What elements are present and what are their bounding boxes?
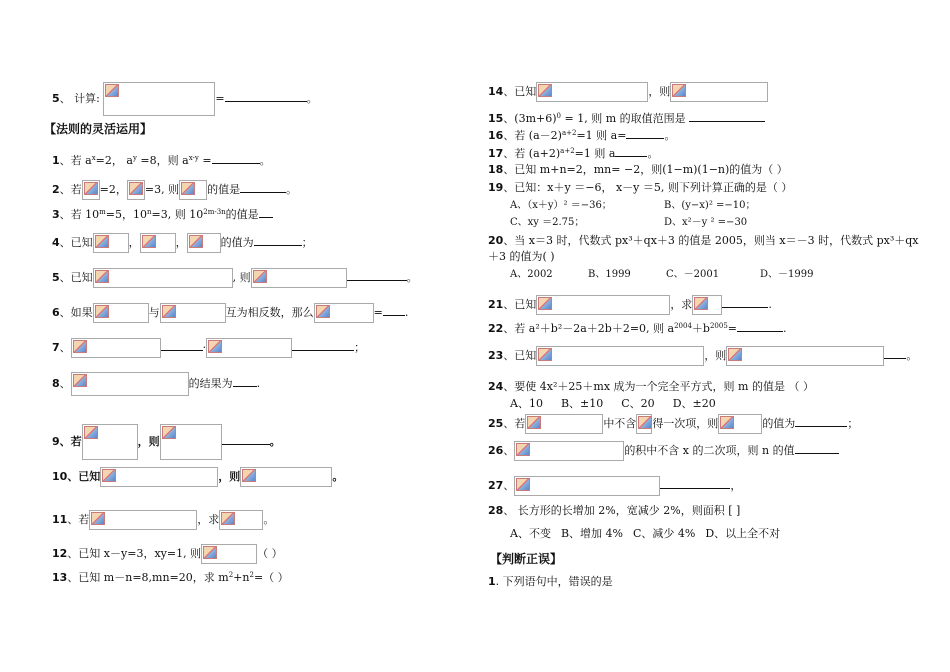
broken-image-icon <box>242 469 256 482</box>
answer-blank[interactable] <box>254 235 302 246</box>
question-5b: 5、已知 , 则 。 <box>52 268 418 288</box>
broken-image-icon <box>694 297 708 310</box>
broken-image-icon <box>316 305 330 318</box>
broken-image-icon <box>84 426 98 439</box>
formula-image <box>536 346 704 366</box>
formula-image <box>82 424 138 460</box>
question-1: 1、若 $a^x=2$， $a^y =8$，则 $a^{x-y}$ = 。 <box>52 154 271 167</box>
formula-image <box>314 303 374 323</box>
question-17: 17、若 $(a+2)^{a+2}=1$ 则 a 。 <box>488 147 659 160</box>
broken-image-icon <box>95 235 109 248</box>
broken-image-icon <box>208 340 222 353</box>
question-22: 22、若 a²＋b²－2a＋2b＋2=0, 则 $a^{2004}+b^{2005}=$ . <box>488 322 787 335</box>
question-19-options-row1: A、（x＋y）² ＝−36； B、(y−x)² =−10； <box>510 200 756 211</box>
answer-blank[interactable] <box>347 270 407 281</box>
question-7: 7、 · ； <box>52 338 365 358</box>
answer-blank[interactable] <box>615 146 647 157</box>
question-19-options-row2: C、xy ＝2.75； D、x²－y ² =−30 <box>510 217 748 228</box>
formula-image <box>525 414 603 434</box>
broken-image-icon <box>538 348 552 361</box>
broken-image-icon <box>73 340 87 353</box>
formula-image <box>100 467 218 487</box>
answer-blank[interactable] <box>737 321 783 332</box>
broken-image-icon <box>105 84 119 97</box>
formula-image <box>103 82 215 116</box>
answer-blank[interactable] <box>689 111 765 122</box>
formula-image <box>140 233 176 253</box>
broken-image-icon <box>102 469 116 482</box>
formula-image <box>251 268 347 288</box>
section-heading-judge: 【判断正误】 <box>490 552 563 566</box>
broken-image-icon <box>672 84 686 97</box>
answer-blank[interactable] <box>722 297 768 308</box>
formula-image <box>93 303 149 323</box>
formula-image <box>201 544 257 564</box>
broken-image-icon <box>162 305 176 318</box>
question-27: 27、 ， <box>488 476 741 496</box>
answer-blank[interactable] <box>212 153 260 164</box>
broken-image-icon <box>129 182 143 195</box>
question-21: 21、已知 ，求 . <box>488 295 772 315</box>
formula-image <box>670 82 768 102</box>
section-heading-rules: 【法则的灵活运用】 <box>44 122 153 136</box>
question-28: 28、 长方形的长增加 2%，宽减少 2%，则面积 [ ] <box>488 504 741 517</box>
formula-image <box>718 414 762 434</box>
question-20-line2: ＋3 的值为( ) <box>488 250 555 263</box>
formula-image <box>82 180 100 200</box>
broken-image-icon <box>189 235 203 248</box>
answer-blank[interactable] <box>795 416 847 427</box>
broken-image-icon <box>538 297 552 310</box>
question-28-options: A、不变 B、增加 4% C、减少 4% D、以上全不对 <box>510 527 781 540</box>
broken-image-icon <box>516 478 530 491</box>
broken-image-icon <box>91 512 105 525</box>
question-9: 9、若 ，则 。 <box>52 424 281 460</box>
question-2: 2、若 =2， =3, 则 的值是 。 <box>52 180 297 200</box>
broken-image-icon <box>253 270 267 283</box>
answer-blank[interactable] <box>259 207 273 218</box>
broken-image-icon <box>73 374 87 387</box>
answer-blank[interactable] <box>161 340 203 351</box>
formula-image <box>89 510 197 530</box>
formula-image <box>536 82 648 102</box>
formula-image <box>514 441 624 461</box>
broken-image-icon <box>95 305 109 318</box>
broken-image-icon <box>527 416 541 429</box>
formula-image <box>206 338 292 358</box>
broken-image-icon <box>221 512 235 525</box>
question-10: 10、已知 ，则 。 <box>52 467 343 487</box>
question-11: 11、若 ，求 。 <box>52 510 274 530</box>
formula-image <box>636 414 652 434</box>
question-6: 6、如果 与 互为相反数，那么 = . <box>52 303 408 323</box>
question-14: 14、已知 ，则 <box>488 82 768 102</box>
answer-blank[interactable] <box>884 348 906 359</box>
broken-image-icon <box>638 416 652 429</box>
answer-blank[interactable] <box>383 305 405 316</box>
question-15: 15、$(3m+6)^0 = 1$, 则 m 的取值范围是 <box>488 111 765 126</box>
question-12: 12、已知 x－y=3，xy=1, 则 （ ） <box>52 544 283 564</box>
broken-image-icon <box>720 416 734 429</box>
answer-blank[interactable] <box>292 340 354 351</box>
formula-image <box>160 303 226 323</box>
question-24-options: A、10 B、±10 C、20 D、±20 <box>510 397 716 410</box>
formula-image <box>726 346 884 366</box>
formula-image <box>71 338 161 358</box>
formula-image <box>160 424 222 460</box>
broken-image-icon <box>162 426 176 439</box>
formula-image <box>127 180 145 200</box>
answer-blank[interactable] <box>233 376 257 387</box>
broken-image-icon <box>538 84 552 97</box>
answer-blank[interactable] <box>222 434 270 445</box>
answer-blank[interactable] <box>240 182 286 193</box>
formula-image <box>514 476 660 496</box>
question-20: 20、当 x＝3 时，代数式 px³＋qx＋3 的值是 2005，则当 x＝－3 时，代数式 px³＋qx <box>488 234 919 247</box>
formula-image <box>692 295 722 315</box>
answer-blank[interactable] <box>225 91 307 102</box>
broken-image-icon <box>516 443 530 456</box>
question-26: 26、 的积中不含 x 的二次项，则 n 的值 <box>488 441 839 461</box>
formula-image <box>93 233 129 253</box>
question-19: 19、已知：x＋y ＝−6， x－y ＝5, 则下列计算正确的是（ ） <box>488 181 793 194</box>
answer-blank[interactable] <box>795 443 839 454</box>
broken-image-icon <box>95 270 109 283</box>
formula-image <box>240 467 332 487</box>
question-8: 8、 的结果为 . <box>52 372 260 396</box>
question-23: 23、已知 ，则 。 <box>488 346 917 366</box>
question-3: 3、若 $10^m=5$，$10^n=3$, 则 $10^{2m-3n}$的值是 <box>52 207 273 222</box>
formula-image <box>71 372 189 396</box>
answer-blank[interactable] <box>626 128 664 139</box>
question-24: 24、要使 4x²＋25＋mx 成为一个完全平方式，则 m 的值是 （ ） <box>488 380 814 393</box>
broken-image-icon <box>181 182 195 195</box>
question-5a: 5、 计算: = 。 <box>52 82 318 116</box>
formula-image <box>179 180 207 200</box>
broken-image-icon <box>84 182 98 195</box>
broken-image-icon <box>203 546 217 559</box>
question-25: 25、若 中不含 得一次项，则 的值为 ； <box>488 414 858 434</box>
formula-image <box>219 510 263 530</box>
question-13: 13、已知 m－n=8,mn=20，求 $m^2+n^2=$（ ） <box>52 571 289 584</box>
question-18: 18、已知 m+n=2，mn= −2，则(1−m)(1−n)的值为（ ） <box>488 163 788 176</box>
question-16: 16、若 $(a-2)^{a+2}=1$ 则 a= 。 <box>488 129 676 142</box>
question-4: 4、已知 ， ， 的值为 ； <box>52 233 313 253</box>
broken-image-icon <box>728 348 742 361</box>
formula-image <box>93 268 233 288</box>
question-20-options: A、2002 B、1999 C、－2001 D、－1999 <box>510 269 814 280</box>
answer-blank[interactable] <box>660 478 730 489</box>
formula-image <box>187 233 221 253</box>
broken-image-icon <box>142 235 156 248</box>
judge-question-1: 1. 下列语句中，错误的是 <box>488 575 613 588</box>
formula-image <box>536 295 670 315</box>
